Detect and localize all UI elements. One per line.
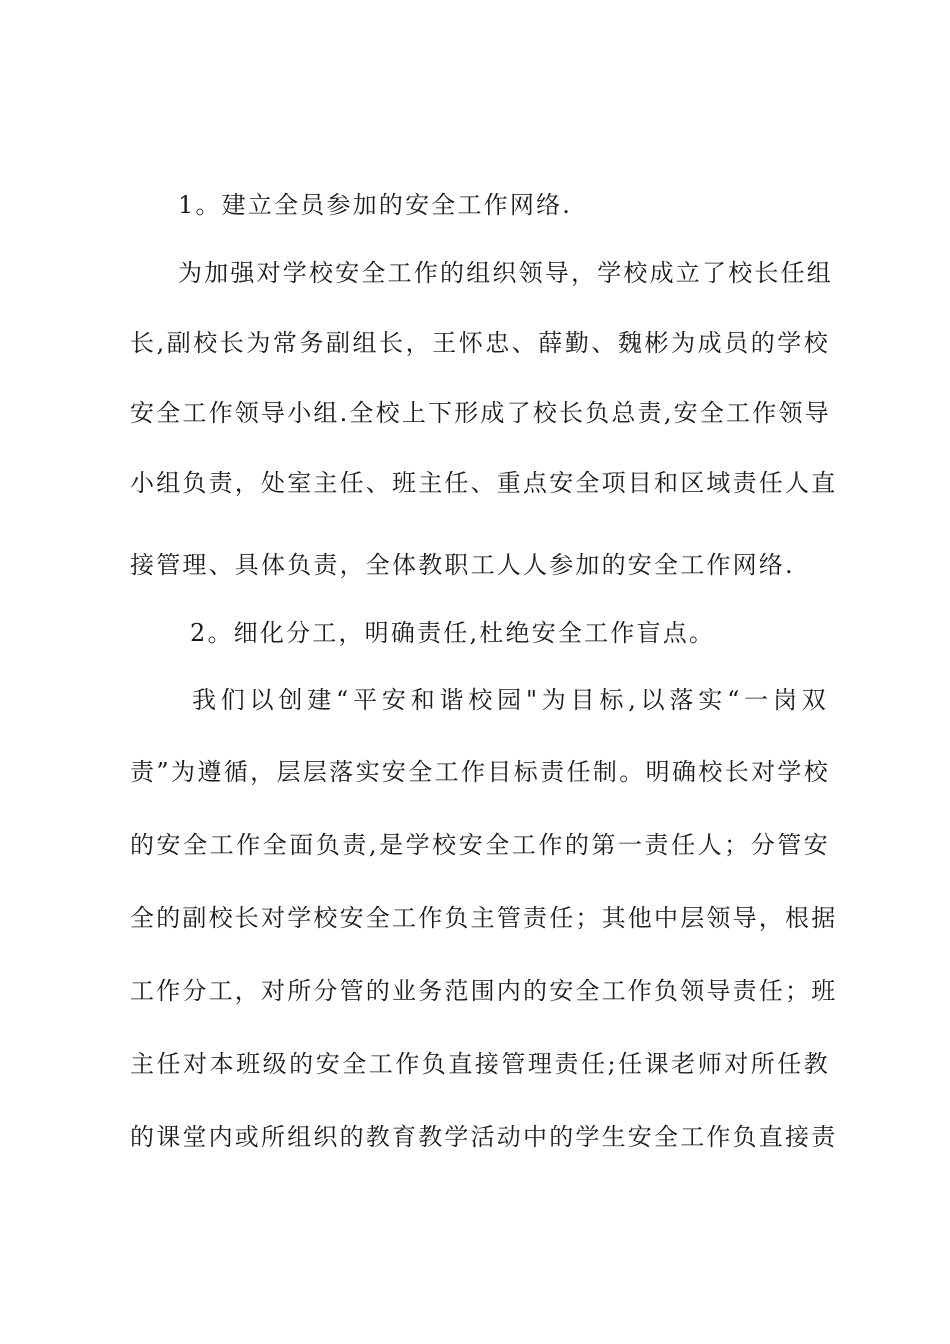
paragraph-2-line-4: 全的副校长对学校安全工作负主管责任；其他中层领导，根据 xyxy=(130,904,838,932)
paragraph-1-line-1: 为加强对学校安全工作的组织领导，学校成立了校长任组 xyxy=(178,259,833,287)
paragraph-1-line-4: 小组负责，处室主任、班主任、重点安全项目和区域责任人直 xyxy=(130,469,838,497)
paragraph-2-line-6: 主任对本班级的安全工作负直接管理责任;任课老师对所任教 xyxy=(130,1050,830,1078)
paragraph-2-line-5: 工作分工，对所分管的业务范围内的安全工作负领导责任；班 xyxy=(130,977,838,1005)
paragraph-1-line-3: 安全工作领导小组.全校上下形成了校长负总责,安全工作领导 xyxy=(130,399,831,427)
paragraph-2-line-2: 责”为遵循，层层落实安全工作目标责任制。明确校长对学校 xyxy=(130,758,830,786)
paragraph-2-line-1: 我们以创建“平安和谐校园"为目标,以落实“一岗双 xyxy=(192,686,828,714)
heading-1: 1。建立全员参加的安全工作网络. xyxy=(178,191,573,219)
heading-2: 2。细化分工，明确责任,杜绝安全工作盲点。 xyxy=(190,619,716,647)
paragraph-2-line-3: 的安全工作全面负责,是学校安全工作的第一责任人；分管安 xyxy=(130,831,830,859)
paragraph-1-line-5: 接管理、具体负责，全体教职工人人参加的安全工作网络. xyxy=(130,551,795,579)
paragraph-1-line-2: 长,副校长为常务副组长，王怀忠、薛勤、魏彬为成员的学校 xyxy=(130,329,830,357)
paragraph-2-line-7: 的课堂内或所组织的教育教学活动中的学生安全工作负直接责 xyxy=(130,1123,838,1151)
